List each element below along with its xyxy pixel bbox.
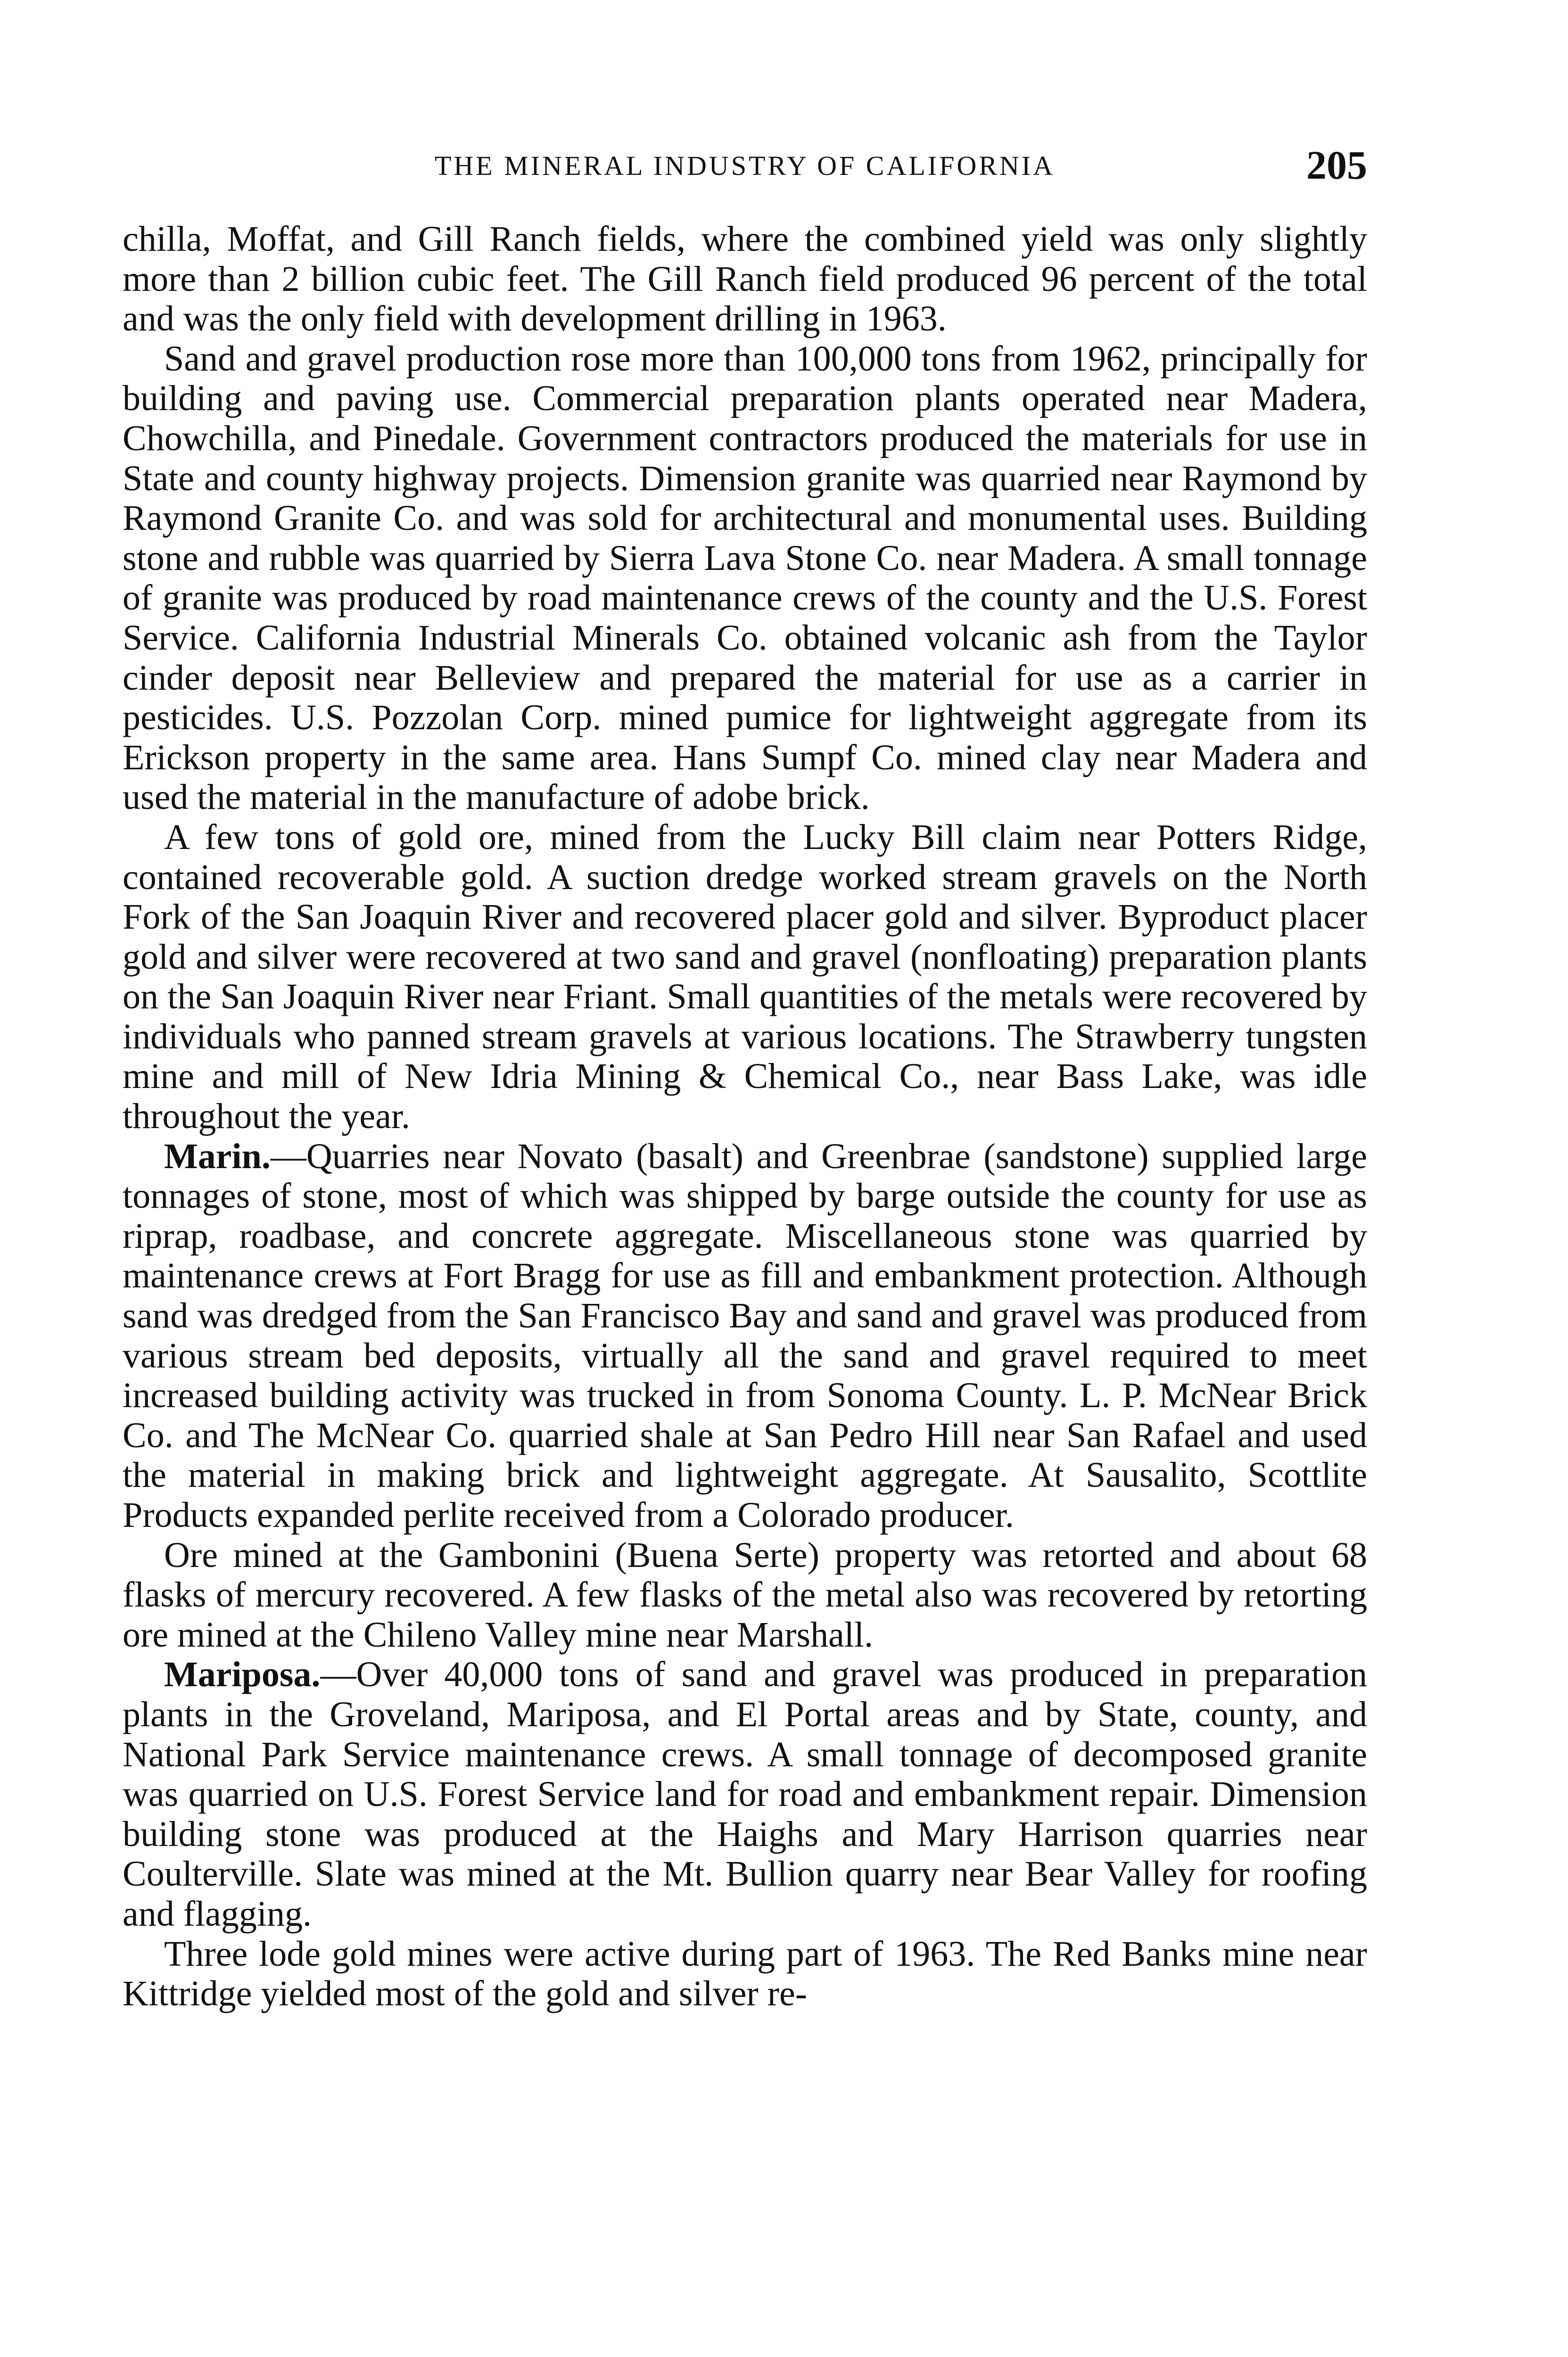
paragraph-gas-fields [123, 219, 1367, 339]
paragraph-text: —Quarries near Novato (basalt) and Greenbrae (sandstone) supplied large tonnages of stone, most of which was shipped by barge outside the county for use as riprap, roadbase, and concrete aggregate. Miscellaneous stone was quarried by maintenance crews at Fort Bragg for use as fill and embankment protection. Although sand was dredged from the San Francisco Bay and sand and gravel was produced from various stream bed deposits, virtually all the sand and gravel required to meet increased building activity was trucked in from Sonoma County. L. P. McNear Brick Co. and The McNear Co. quarried shale at San Pedro Hill near San Rafael and used the material in making brick and lightweight aggregate. At Sausalito, Scottlite Products expanded perlite received from a Colorado producer. [123, 1136, 1367, 1535]
paragraph-mariposa [123, 1655, 1367, 1934]
paragraph-text: Sand and gravel production rose more than 100,000 tons from 1962, principally for building and paving use. Commercial preparation plants operated near Madera, Chowchilla, and Pinedale. Government contractors produced the materials for use in State and county highway projects. Dimension granite was quarried near Raymond by Raymond Granite Co. and was sold for architectural and monumental uses. Building stone and rubble was quarried by Sierra Lava Stone Co. near Madera. A small tonnage of granite was produced by road maintenance crews of the county and the U.S. Forest Service. California Industrial Minerals Co. obtained volcanic ash from the Taylor cinder deposit near Belleview and prepared the material for use as a carrier in pesticides. U.S. Pozzolan Corp. mined pumice for lightweight aggregate from its Erickson property in the same area. Hans Sumpf Co. mined clay near Madera and used the material in the manufacture of adobe brick. [123, 338, 1367, 817]
body-text [123, 219, 1367, 2014]
paragraph-text: —Over 40,000 tons of sand and gravel was produced in preparation plants in the Groveland, Mariposa, and El Portal areas and by State, county, and National Park Service maintenance crews. A small tonnage of decomposed granite was quarried on U.S. Forest Service land for road and embankment repair. Dimension building stone was produced at the Haighs and Mary Harrison quarries near Coulterville. Slate was mined at the Mt. Bullion quarry near Bear Valley for roofing and flagging. [123, 1655, 1367, 1934]
paragraph-text: Three lode gold mines were active during part of 1963. The Red Banks mine near Kittridge yielded most of the gold and silver re- [123, 1934, 1367, 2014]
running-title: THE MINERAL INDUSTRY OF CALIFORNIA [434, 150, 1056, 181]
paragraph-gold-madera [123, 817, 1367, 1137]
page-number: 205 [1306, 142, 1367, 188]
paragraph-text: chilla, Moffat, and Gill Ranch fields, where the combined yield was only slightly more than 2 billion cubic feet. The Gill Ranch field produced 96 percent of the total and was the only field with development drilling in 1963. [123, 219, 1367, 339]
paragraph-marin [123, 1137, 1367, 1535]
county-heading-mariposa: Mariposa. [164, 1655, 321, 1695]
paragraph-mercury-marin [123, 1535, 1367, 1655]
page-header [123, 141, 1367, 193]
county-heading-marin: Marin. [164, 1136, 271, 1176]
paragraph-sand-gravel-madera [123, 339, 1367, 817]
paragraph-text: Ore mined at the Gambonini (Buena Serte) property was retorted and about 68 flasks of mercury recovered. A few flasks of the metal also was recovered by retorting ore mined at the Chileno Valley mine near Marshall. [123, 1535, 1367, 1655]
paragraph-text: A few tons of gold ore, mined from the Lucky Bill claim near Potters Ridge, contained recoverable gold. A suction dredge worked stream gravels on the North Fork of the San Joaquin River and recovered placer gold and silver. Byproduct placer gold and silver were recovered at two sand and gravel (nonfloating) preparation plants on the San Joaquin River near Friant. Small quantities of the metals were recovered by individuals who panned stream gravels at various locations. The Strawberry tungsten mine and mill of New Idria Mining & Chemical Co., near Bass Lake, was idle throughout the year. [123, 817, 1367, 1137]
paragraph-lode-gold-mariposa [123, 1934, 1367, 2014]
